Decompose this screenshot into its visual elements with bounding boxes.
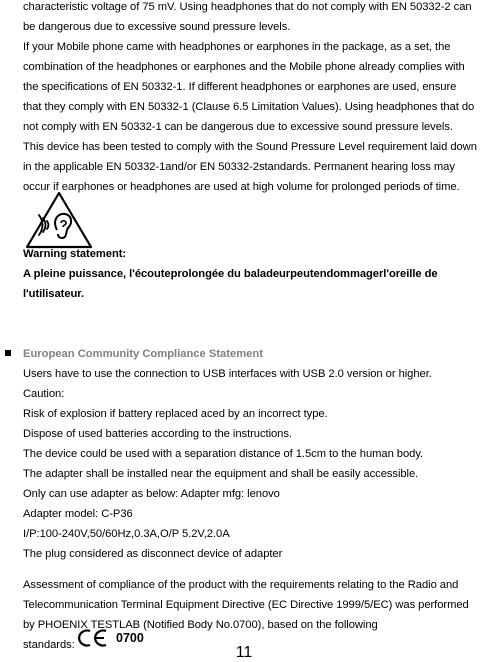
paragraph-line: characteristic voltage of 75 mV. Using headphones that do not comply with EN 50332-2 can <box>23 1 472 13</box>
paragraph-line: that they comply with EN 50332-1 (Clause 6.5 Limitation Values). Using headphones that do <box>23 101 475 113</box>
page-number: 11 <box>235 644 253 661</box>
paragraph-line: be dangerous due to excessive sound pressure levels. <box>23 21 291 33</box>
section-line: Only can use adapter as below: Adapter mfg: lenovo <box>23 488 280 500</box>
section-line: Caution: <box>23 388 65 400</box>
paragraph-line: combination of the headphones or earphones and the Mobile phone already complies with <box>23 61 465 73</box>
assessment-line: Assessment of compliance of the product with the requirements relating to the Radio and <box>23 579 459 591</box>
hearing-warning-icon <box>24 189 94 251</box>
warning-french-line: A pleine puissance, l'écouteprolongée du baladeurpeutendommagerl'oreille de <box>23 268 438 280</box>
paragraph-line: in the applicable EN 50332-1and/or EN 50332-2standards. Permanent hearing loss may <box>23 161 455 173</box>
square-bullet-icon <box>5 350 11 356</box>
section-line: Dispose of used batteries according to the instructions. <box>23 428 292 440</box>
paragraph-line: If your Mobile phone came with headphones or earphones in the package, as a set, the <box>23 41 451 53</box>
section-line: The device could be used with a separation distance of 1.5cm to the human body. <box>23 448 424 460</box>
warning-title: Warning statement: <box>23 248 127 260</box>
warning-french-line: l'utilisateur. <box>23 288 85 300</box>
section-line: Risk of explosion if battery replaced aced by an incorrect type. <box>23 408 328 420</box>
paragraph-line: This device has been tested to comply with the Sound Pressure Level requirement laid down <box>23 141 477 153</box>
paragraph-line: occur if earphones or headphones are used at high volume for prolonged periods of time. <box>23 181 460 193</box>
assessment-line: Telecommunication Terminal Equipment Directive (EC Directive 1999/5/EC) was performed <box>23 599 469 611</box>
notified-body-number: 0700 <box>116 631 144 645</box>
paragraph-line: not comply with EN 50332-1 can be dangerous due to excessive sound pressure levels. <box>23 121 453 133</box>
section-line: The adapter shall be installed near the equipment and shall be easily accessible. <box>23 468 419 480</box>
section-heading: European Community Compliance Statement <box>23 348 263 360</box>
assessment-line: standards: <box>23 639 75 651</box>
section-line: Users have to use the connection to USB interfaces with USB 2.0 version or higher. <box>23 368 432 380</box>
section-line: I/P:100-240V,50/60Hz,0.3A,O/P 5.2V,2.0A <box>23 528 230 540</box>
paragraph-line: the specifications of EN 50332-1. If different headphones or earphones are used, ensure <box>23 81 457 93</box>
assessment-line: by PHOENIX TESTLAB (Notified Body No.0700), based on the following <box>23 619 378 631</box>
section-line: Adapter model: C-P36 <box>23 508 133 520</box>
section-line: The plug considered as disconnect device of adapter <box>23 548 283 560</box>
